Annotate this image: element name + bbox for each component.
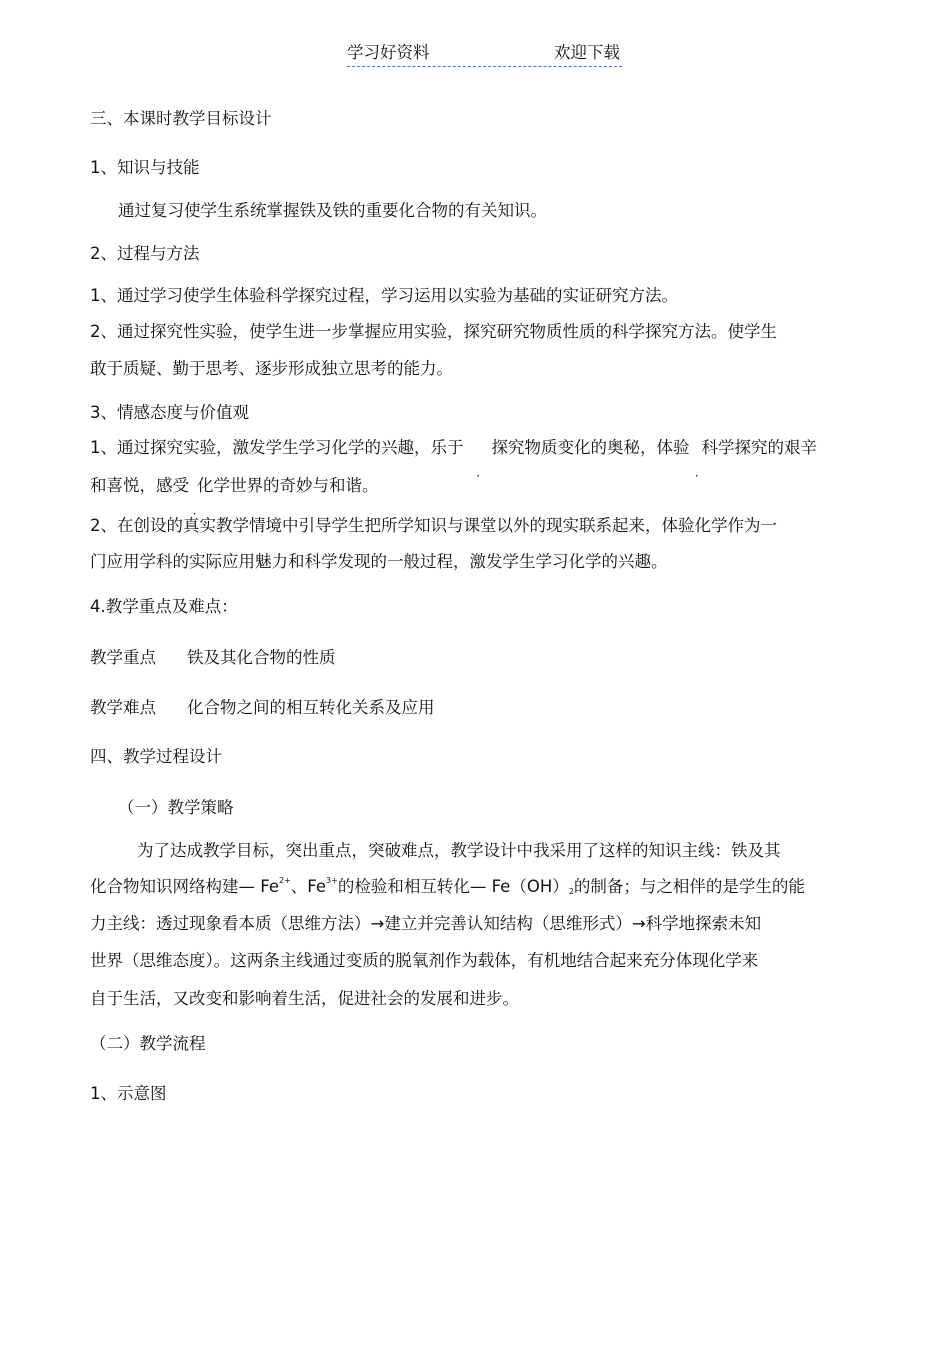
text-run: 科学探究的艰辛 [701, 438, 817, 457]
paragraph-line: 为了达成教学目标，突出重点，突破难点，教学设计中我采用了这样的知识主线：铁及其 [137, 841, 781, 860]
paragraph-line: 2、在创设的真实教学情境中引导学生把所学知识与课堂以外的现实联系起来，体验化学作为一 [90, 516, 777, 535]
chem-formula: Fe [260, 877, 279, 896]
header-left-text: 学习好资料 [347, 43, 430, 62]
paragraph-line: 自于生活，又改变和影响着生活，促进社会的发展和进步。 [90, 989, 519, 1008]
text-run: 和喜悦，感受 [90, 476, 189, 495]
paragraph-line: 世界（思维态度）。这两条主线通过变质的脱氧剂作为载体，有机地结合起来充分体现化学来 [90, 951, 759, 970]
superscript: 3+ [326, 876, 338, 885]
subheading: （二）教学流程 [90, 1034, 206, 1053]
key-point-value: 铁及其化合物的性质 [187, 648, 336, 667]
section-heading: 三、本课时教学目标设计 [90, 109, 272, 128]
subheading: 3、情感态度与价值观 [90, 403, 249, 422]
subheading: （一）教学策略 [118, 798, 234, 817]
subheading: 4.教学重点及难点： [90, 597, 238, 616]
paragraph-line: 力主线：透过现象看本质（思维方法）→建立并完善认知结构（思维形式）→科学地探索未知 [90, 914, 762, 933]
subheading: 1、知识与技能 [90, 158, 200, 177]
text-run: 化学世界的奇妙与和谐。 [197, 476, 379, 495]
text-run: 探究物质变化的奥秘，体验 [491, 438, 690, 457]
text-run: 化合物知识网络构建— [90, 877, 255, 896]
difficulty-value: 化合物之间的相互转化关系及应用 [187, 698, 435, 717]
text-run: 、Fe [290, 877, 327, 896]
section-heading: 四、教学过程设计 [90, 747, 222, 766]
header-right-text: 欢迎下载 [554, 43, 620, 62]
text-run: 的检验和相互转化— [337, 877, 487, 896]
paragraph-line [90, 876, 805, 898]
paragraph-line: 通过复习使学生系统掌握铁及铁的重要化合物的有关知识。 [118, 201, 547, 220]
paragraph-line [90, 475, 379, 497]
page-header [347, 42, 622, 67]
paragraph-line: 1、通过学习使学生体验科学探究过程，学习运用以实验为基础的实证研究方法。 [90, 286, 678, 305]
subheading: 2、过程与方法 [90, 244, 200, 263]
superscript: 2+ [279, 876, 291, 885]
subscript: 2 [568, 887, 574, 896]
text-run: 1、通过探究实验，激发学生学习化学的兴趣，乐于 [90, 438, 464, 457]
paragraph-line: 2、通过探究性实验，使学生进一步掌握应用实验，探究研究物质性质的科学探究方法。使学生 [90, 322, 777, 341]
paragraph-line: 敢于质疑、勤于思考、逐步形成独立思考的能力。 [90, 359, 453, 378]
chem-formula: Fe（OH） [491, 877, 569, 896]
difficulty-label: 教学难点 [90, 698, 156, 717]
subheading: 1、示意图 [90, 1084, 167, 1103]
key-point-label: 教学重点 [90, 648, 156, 667]
text-run: 的制备；与之相伴的是学生的能 [573, 877, 805, 896]
paragraph-line [90, 437, 817, 459]
paragraph-line: 门应用学科的实际应用魅力和科学发现的一般过程，激发学生学习化学的兴趣。 [90, 552, 668, 571]
